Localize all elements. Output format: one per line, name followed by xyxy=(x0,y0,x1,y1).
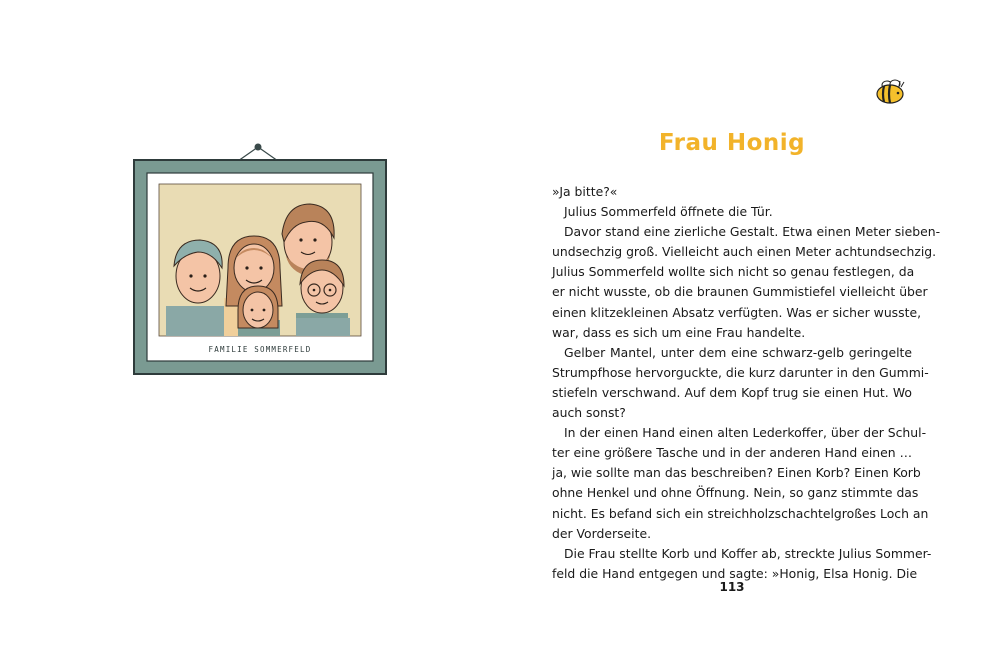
bee-icon xyxy=(874,78,906,106)
text-line: Gelber Mantel, unter dem eine schwarz-gelb geringelte xyxy=(564,344,912,360)
family-portrait-illustration xyxy=(126,138,390,382)
portrait-caption: FAMILIE SOMMERFELD xyxy=(208,345,312,354)
body-text xyxy=(552,182,941,584)
text-line: ohne Henkel und ohne Öffnung. Nein, so ganz stimmte das xyxy=(552,485,919,501)
text-line: »Ja bitte?« xyxy=(552,184,618,199)
text-line: der Vorderseite. xyxy=(552,525,652,541)
text-line: Julius Sommerfeld wollte sich nicht so genau festlegen, da xyxy=(552,264,915,280)
text-line: er nicht wusste, ob die braunen Gummistiefel vielleicht über xyxy=(552,284,928,300)
chapter-title: Frau Honig xyxy=(658,130,806,156)
text-line: war, dass es sich um eine Frau handelte. xyxy=(552,324,806,340)
text-line: nicht. Es befand sich ein streichholzschachtelgroßes Loch an xyxy=(552,505,929,521)
text-line: Die Frau stellte Korb und Koffer ab, streckte Julius Sommer- xyxy=(564,545,932,561)
text-line: ja, wie sollte man das beschreiben? Einen Korb? Einen Korb xyxy=(552,465,921,481)
text-line: feld die Hand entgegen und sagte: »Honig, Elsa Honig. Die xyxy=(552,565,918,581)
text-line: Julius Sommerfeld öffnete die Tür. xyxy=(564,204,773,220)
text-line: In der einen Hand einen alten Lederkoffer, über der Schul- xyxy=(564,425,927,441)
text-line: auch sonst? xyxy=(552,405,626,421)
text-line: Strumpfhose hervorguckte, die kurz darunter in den Gummi- xyxy=(552,364,929,380)
text-line: ter eine größere Tasche und in der anderen Hand einen … xyxy=(552,445,912,461)
text-line: undsechzig groß. Vielleicht auch einen Meter achtundsechzig. xyxy=(552,244,937,260)
text-line: stiefeln verschwand. Auf dem Kopf trug sie einen Hut. Wo xyxy=(552,384,912,400)
text-line: Davor stand eine zierliche Gestalt. Etwa einen Meter sieben- xyxy=(564,224,941,240)
text-line: einen klitzekleinen Absatz verfügten. Was er sicher wusste, xyxy=(552,304,922,320)
page-number: 113 xyxy=(719,580,745,594)
